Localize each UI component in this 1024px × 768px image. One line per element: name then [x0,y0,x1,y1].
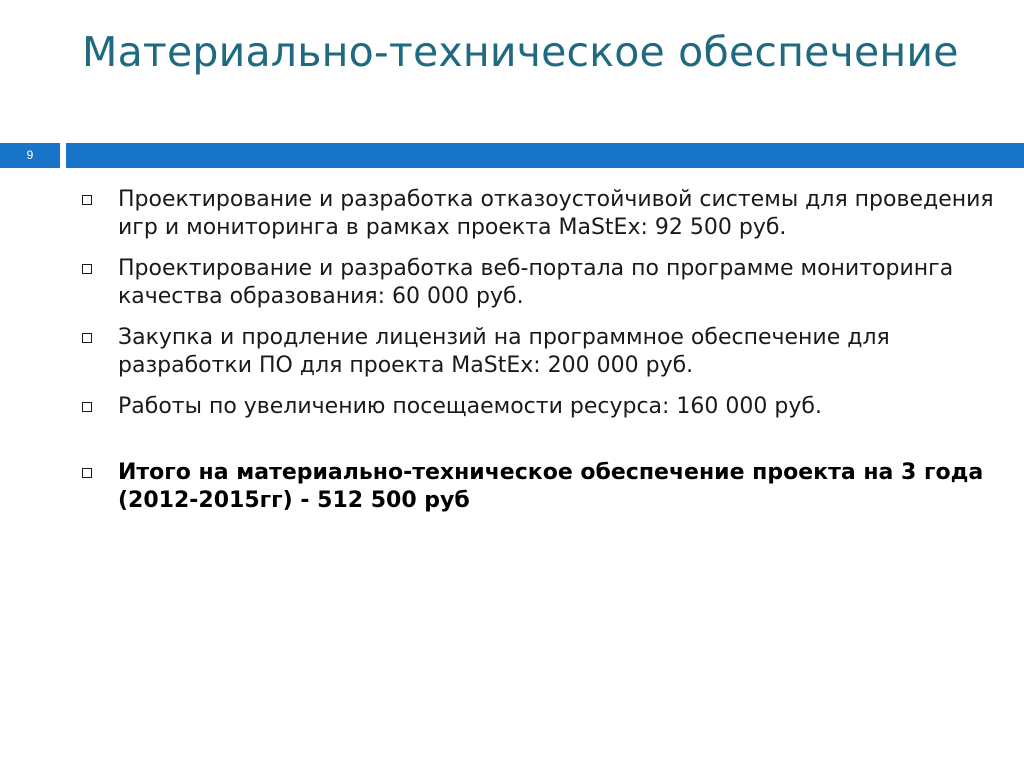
square-bullet-icon [82,195,92,205]
list-item [82,324,1002,380]
square-bullet-icon [82,402,92,412]
page-title: Материально-техническое обеспечение [82,28,959,76]
list-item-text: Проектирование и разработка веб-портала по программе мониторинга качества образования: 60 000 руб. [118,256,954,309]
list-item [82,255,1002,311]
square-bullet-icon [82,264,92,274]
list-item [82,393,1002,421]
list-item-text: Работы по увеличению посещаемости ресурса: 160 000 руб. [118,394,822,419]
list-item [82,186,1002,242]
bullet-list [82,186,1002,528]
square-bullet-icon [82,333,92,343]
header-divider-bar [66,143,1024,168]
square-bullet-icon [82,468,92,478]
slide-number: 9 [0,143,60,168]
total-text: Итого на материально-техническое обеспечение проекта на 3 года (2012-2015гг) - 512 500 руб [118,460,984,513]
list-item-text: Закупка и продление лицензий на программное обеспечение для разработки ПО для проекта MaStEx: 200 000 руб. [118,325,890,378]
total-item [82,459,1002,515]
list-item-text: Проектирование и разработка отказоустойчивой системы для проведения игр и мониторинга в рамках проекта MaStEx: 92 500 руб. [118,187,994,240]
